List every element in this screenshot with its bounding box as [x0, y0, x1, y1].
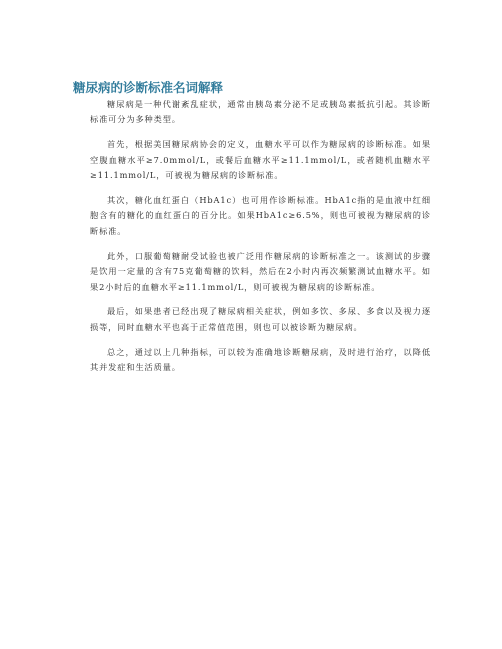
paragraph-conclusion: 总之，通过以上几种指标，可以较为准确地诊断糖尿病，及时进行治疗，以降低其并发症和生活质量。	[90, 346, 431, 373]
paragraph-symptoms: 最后，如果患者已经出现了糖尿病相关症状，例如多饮、多尿、多食以及视力逐损等，同时血糖水平也高于正常值范围，则也可以被诊断为糖尿病。	[90, 306, 431, 332]
document-body	[90, 97, 431, 385]
document-title: 糖尿病的诊断标准名词解释	[73, 80, 224, 95]
paragraph-intro: 糖尿病是一种代谢紊乱症状，通常由胰岛素分泌不足或胰岛素抵抗引起。其诊断标准可分为多种类型。	[90, 99, 431, 125]
paragraph-hba1c: 其次，糖化血红蛋白（HbA1c）也可用作诊断标准。HbA1c指的是血液中红细胞含有的糖化的血红蛋白的百分比。如果HbA1c≥6.5%，则也可被视为糖尿病的诊断标准。	[90, 195, 431, 236]
paragraph-ogtt: 此外，口服葡萄糖耐受试验也被广泛用作糖尿病的诊断标准之一。该测试的步骤是饮用一定量的含有75克葡萄糖的饮料，然后在2小时内再次频繁测试血糖水平。如果2小时后的血糖水平≥11.1mmol/L，则可被视为糖尿病的诊断标准。	[90, 250, 431, 292]
paragraph-blood-glucose: 首先，根据美国糖尿病协会的定义，血糖水平可以作为糖尿病的诊断标准。如果空腹血糖水平≥7.0mmol/L，或餐后血糖水平≥11.1mmol/L，或者随机血糖水平≥11.1mmol/L，可被视为糖尿病的诊断标准。	[90, 139, 431, 181]
